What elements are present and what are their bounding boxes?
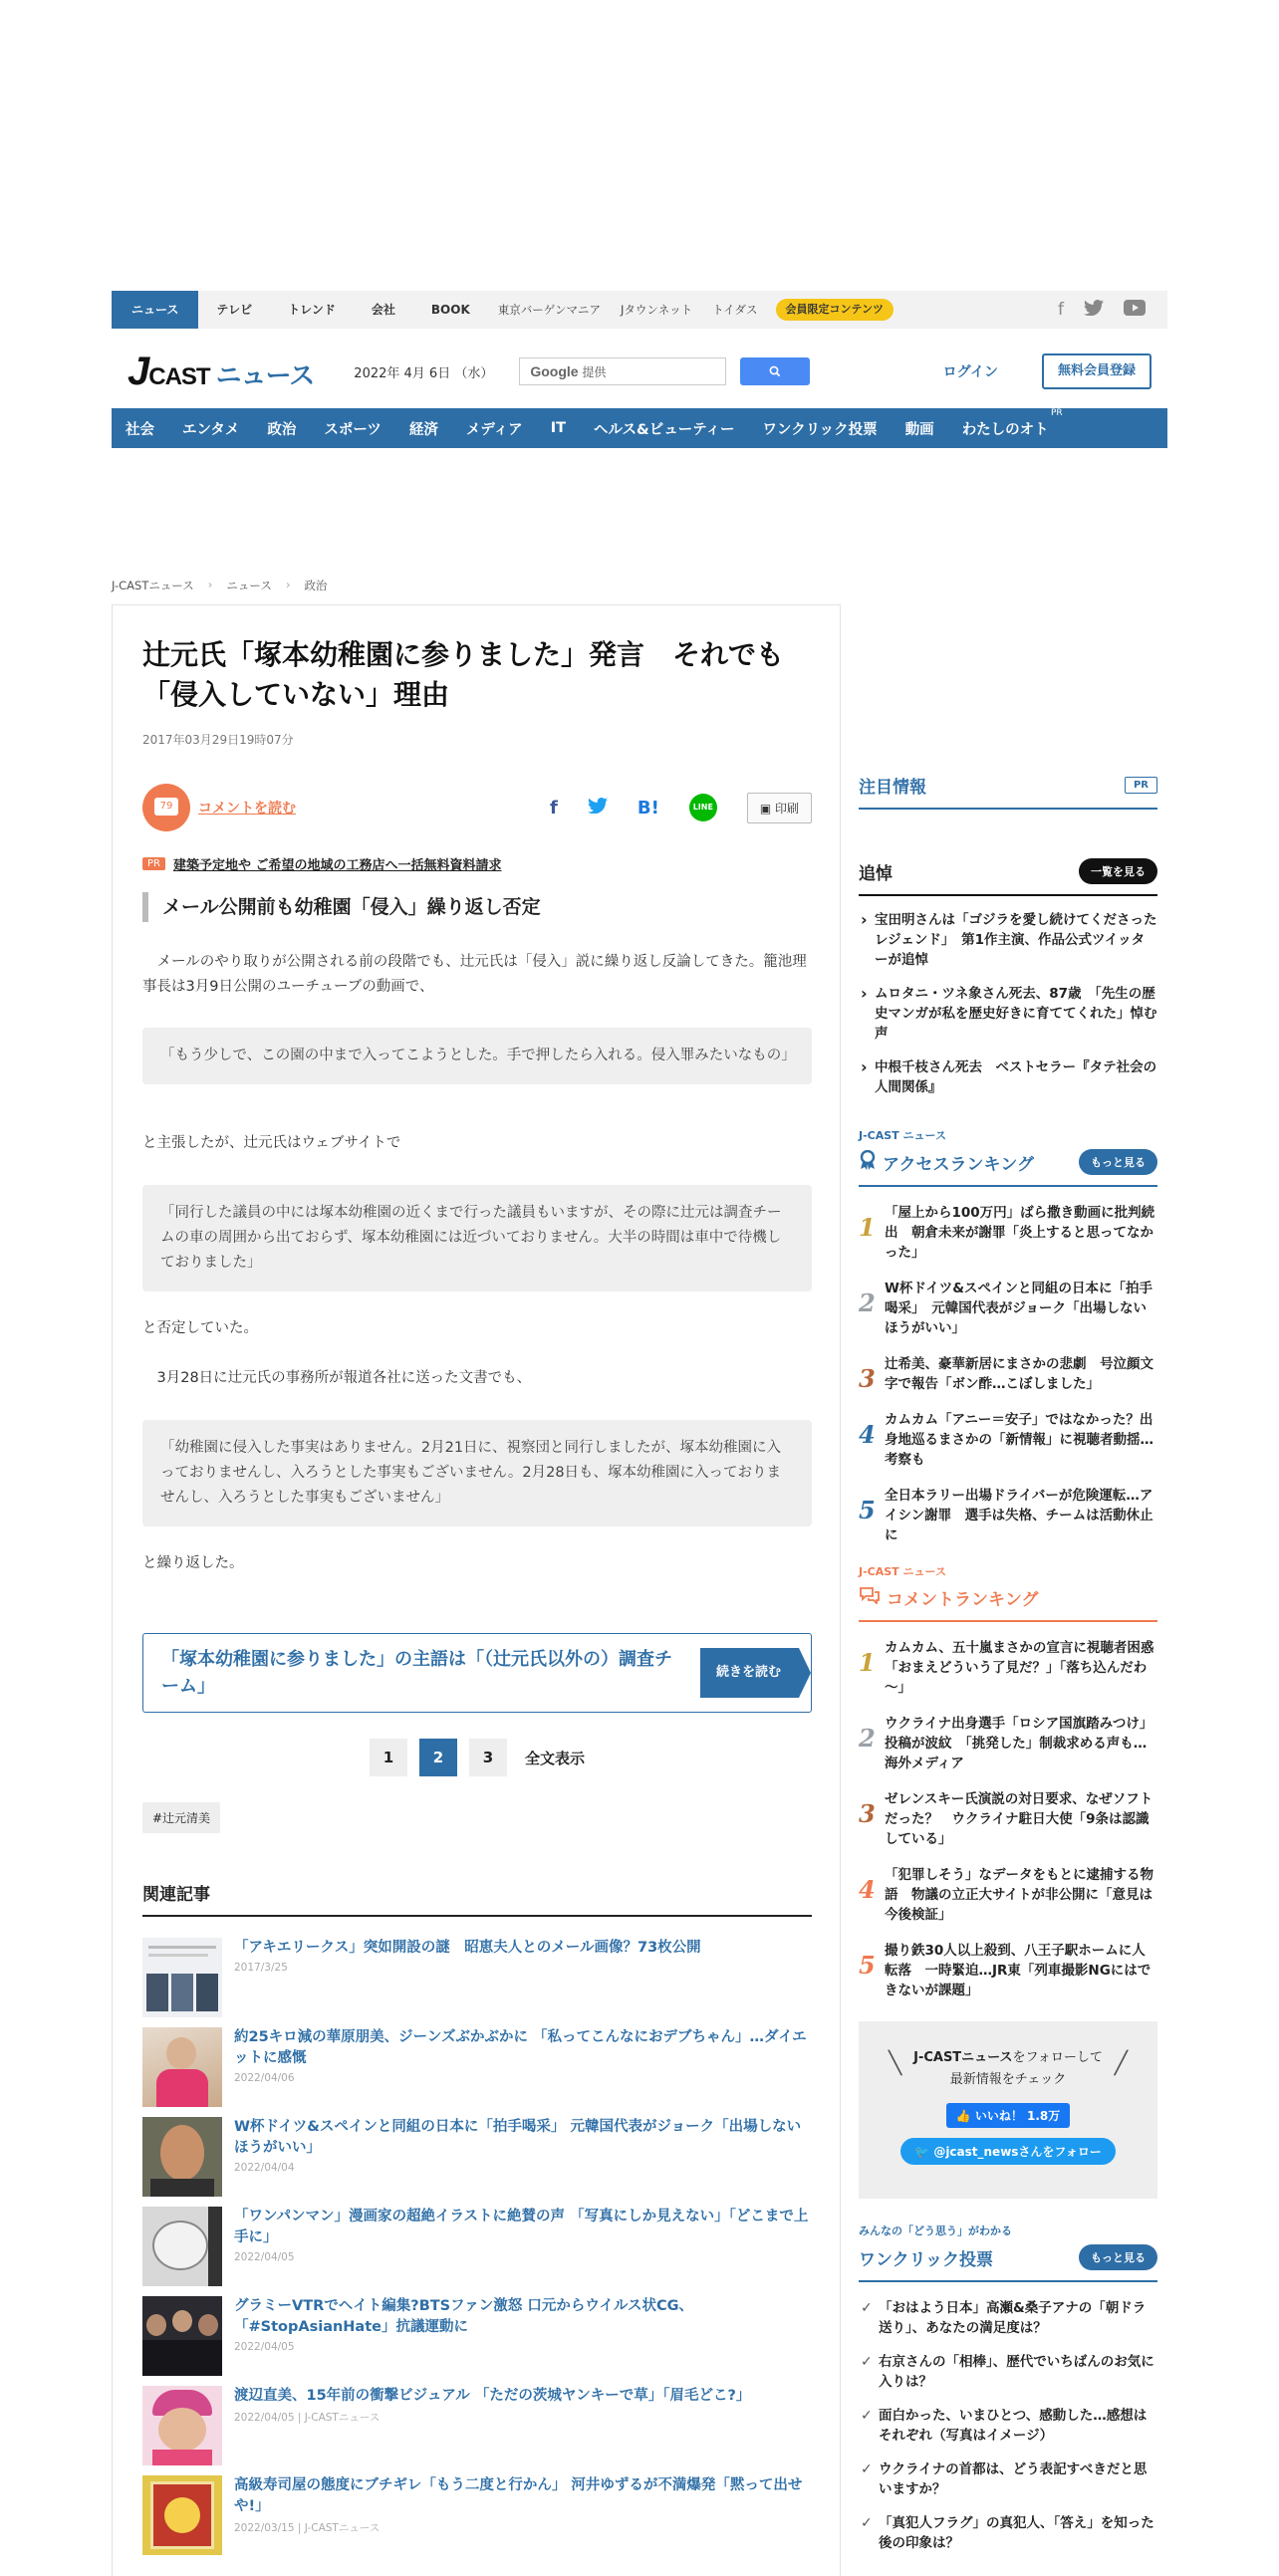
facebook-like-label: いいね！ 1.8万 bbox=[974, 2109, 1061, 2123]
breadcrumb-home[interactable]: J-CASTニュース bbox=[112, 579, 194, 592]
ranking-item[interactable] bbox=[859, 1714, 1157, 1773]
paragraph-4: 3月28日に辻元氏の事務所が報道各社に送った文書でも、 bbox=[142, 1370, 532, 1386]
ranking-title: 「犯罪しそう」なデータをもとに逮捕する物語 物議の立正大サイトが非公開に「意見は今後検証」 bbox=[885, 1867, 1153, 1923]
related-title: 高級寿司屋の態度にブチギレ「もう二度と行かん」 河井ゆずるが不満爆発「黙って出せや!」 bbox=[234, 2477, 803, 2514]
cat-video[interactable]: 動画 bbox=[904, 421, 934, 438]
top-nav bbox=[112, 291, 1167, 329]
ranking-item[interactable] bbox=[859, 1865, 1157, 1925]
article-date: 2017年03月29日19時07分 bbox=[142, 733, 294, 747]
speech-bubbles-icon bbox=[859, 1586, 881, 1609]
topnav-bargain[interactable]: 東京バーゲンマニア bbox=[497, 303, 602, 317]
cat-society[interactable]: 社会 bbox=[126, 421, 154, 438]
related-item[interactable] bbox=[142, 2475, 812, 2557]
pr-badge: PR bbox=[142, 857, 165, 870]
ranking-item[interactable] bbox=[859, 1410, 1157, 1470]
paragraph-2: と主張したが、辻元氏はウェブサイトで bbox=[142, 1135, 401, 1151]
ranking-item[interactable] bbox=[859, 1354, 1157, 1394]
related-date: 2022/04/05 | J-CASTニュース bbox=[234, 2412, 381, 2424]
breadcrumb bbox=[112, 578, 1167, 593]
vote-item[interactable]: ✓ 右京さんの「相棒」、歴代でいちばんのお気に入りは？ bbox=[859, 2352, 1157, 2392]
comment-ranking-section bbox=[859, 1563, 1167, 2016]
access-ranking-label: J-CAST ニュース bbox=[859, 1129, 946, 1142]
related-thumbnail bbox=[142, 2207, 222, 2286]
youtube-icon[interactable] bbox=[1124, 300, 1146, 321]
follow-line-2: 最新情報をチェック bbox=[949, 2072, 1067, 2087]
ranking-title: W杯ドイツ&スペインと同組の日本に「拍手喝采」 元韓国代表がジョーク「出場しないほうがいい」 bbox=[885, 1281, 1152, 1336]
pr-line bbox=[142, 854, 812, 873]
attention-section bbox=[859, 773, 1157, 810]
google-label: Google bbox=[530, 363, 579, 379]
comment-icon[interactable] bbox=[142, 784, 190, 831]
twitter-bird-icon: 🐦 bbox=[914, 2145, 930, 2159]
vote-item[interactable]: ✓ 「おはよう日本」高瀬&桑子アナの「朝ドラ送り」、あなたの満足度は？ bbox=[859, 2298, 1157, 2338]
comment-count: 79 bbox=[154, 798, 178, 816]
search-icon bbox=[769, 365, 781, 377]
obituary-heading: 追悼 bbox=[859, 863, 893, 884]
facebook-like-button[interactable] bbox=[946, 2103, 1071, 2128]
topnav-trend[interactable]: トレンド bbox=[288, 303, 336, 317]
topnav-news[interactable]: ニュース bbox=[112, 291, 198, 329]
obituary-item[interactable]: › 中根千枝さん死去 ベストセラー『タテ社会の人間関係』 bbox=[859, 1057, 1157, 1097]
ranking-title: ウクライナ出身選手「ロシア国旗踏みつけ」投稿が波紋 「挑発した」制裁求める声も…海外メディア bbox=[885, 1716, 1153, 1771]
logo-j: J bbox=[128, 349, 149, 393]
comment-ranking-heading: コメントランキング bbox=[887, 1590, 1039, 1610]
related-thumbnail bbox=[142, 2386, 222, 2465]
next-page-box[interactable] bbox=[142, 1633, 812, 1713]
facebook-icon[interactable]: f bbox=[1058, 300, 1064, 320]
ranking-title: 辻希美、豪華新居にまさかの悲劇 号泣顔文字で報告「ボン酢…こぼしました」 bbox=[885, 1356, 1153, 1392]
social-links bbox=[1058, 300, 1167, 321]
cat-sports[interactable]: スポーツ bbox=[324, 421, 382, 438]
vote-label: みんなの「どう思う」がわかる bbox=[859, 2225, 1012, 2237]
related-date: 2022/04/04 bbox=[234, 2162, 295, 2174]
related-date: 2022/04/06 bbox=[234, 2072, 295, 2084]
register-button[interactable]: 無料会員登録 bbox=[1042, 353, 1151, 389]
search-button[interactable] bbox=[740, 357, 810, 385]
vote-list bbox=[859, 2298, 1157, 2553]
related-thumbnail bbox=[142, 2475, 222, 2555]
cat-it[interactable]: IT bbox=[550, 420, 566, 436]
search-placeholder: 提供 bbox=[582, 365, 607, 379]
pr-link[interactable]: 建築予定地や ご希望の地域の工務店へ一括無料資料請求 bbox=[172, 858, 502, 873]
cat-watashino-label: わたしのオト bbox=[961, 421, 1049, 438]
article-subhead: メール公開前も幼稚園「侵入」繰り返し否定 bbox=[142, 892, 812, 922]
cat-economy[interactable]: 経済 bbox=[408, 421, 438, 438]
cat-watashino[interactable] bbox=[948, 407, 1063, 439]
related-date: 2022/03/15 | J-CASTニュース bbox=[234, 2522, 381, 2534]
rank-number: 1 bbox=[859, 1648, 876, 1677]
ranking-item[interactable] bbox=[859, 1941, 1157, 2000]
related-thumbnail bbox=[142, 1938, 222, 2017]
cat-politics[interactable]: 政治 bbox=[267, 421, 297, 438]
follow-box bbox=[859, 2021, 1157, 2199]
related-item[interactable] bbox=[142, 2296, 812, 2378]
ranking-item[interactable] bbox=[859, 1486, 1157, 1545]
related-title: 約25キロ減の華原朋美、ジーンズぶかぶかに 「私ってこんなにおデブちゃん」…ダイエットに感慨 bbox=[234, 2029, 807, 2066]
rank-number: 4 bbox=[859, 1420, 876, 1449]
rank-number: 2 bbox=[859, 1724, 876, 1753]
logo-news: ニュース bbox=[215, 359, 315, 390]
cat-health[interactable]: ヘルス&ビューティー bbox=[593, 421, 735, 438]
related-date: 2022/04/05 bbox=[234, 2341, 295, 2353]
attention-heading: 注目情報 bbox=[859, 778, 926, 798]
rank-number: 2 bbox=[859, 1288, 876, 1317]
print-label: 印刷 bbox=[774, 801, 799, 816]
paragraph-3: と否定していた。 bbox=[142, 1320, 258, 1336]
access-ranking-more-button[interactable]: もっと見る bbox=[1079, 1149, 1157, 1175]
article-tag[interactable]: #辻元清美 bbox=[142, 1802, 220, 1833]
related-item[interactable] bbox=[142, 2117, 812, 2199]
login-link[interactable]: ログイン bbox=[942, 364, 998, 380]
related-date: 2022/04/05 bbox=[234, 2251, 295, 2263]
read-more-button[interactable]: 続きを読む bbox=[700, 1648, 799, 1698]
cat-media[interactable]: メディア bbox=[465, 421, 523, 438]
current-date: 2022年 4月 6日 （水） bbox=[354, 365, 494, 381]
breadcrumb-separator: › bbox=[207, 578, 213, 591]
page-2[interactable]: 2 bbox=[419, 1739, 457, 1776]
cat-pr-badge: PR bbox=[1051, 407, 1063, 418]
ranking-item[interactable] bbox=[859, 1638, 1167, 1698]
vote-more-button[interactable]: もっと見る bbox=[1079, 2244, 1157, 2270]
printer-icon: ▣ bbox=[759, 801, 772, 816]
rank-number: 3 bbox=[859, 1799, 876, 1828]
print-button[interactable] bbox=[747, 793, 812, 823]
breadcrumb-separator: › bbox=[285, 578, 291, 591]
topnav-jtown[interactable]: Jタウンネット bbox=[621, 303, 693, 317]
ranking-title: 撮り鉄30人以上殺到、八王子駅ホームに人転落 一時緊迫…JR東「列車撮影NGにはできないが課題」 bbox=[885, 1943, 1151, 1998]
rank-number: 5 bbox=[859, 1496, 876, 1524]
award-icon bbox=[859, 1150, 877, 1175]
follow-text: ╲ ╱ J-CASTニュースをフォローして 最新情報をチェック bbox=[859, 2021, 1157, 2091]
ranking-item[interactable] bbox=[859, 1789, 1157, 1849]
related-item[interactable] bbox=[142, 2027, 812, 2109]
related-title: 「ワンパンマン」漫画家の超絶イラストに絶賛の声 「写真にしか見えない」「どこまで上手に」 bbox=[234, 2209, 809, 2245]
vote-item[interactable]: ✓ 「真犯人フラグ」の真犯人、「答え」を知った後の印象は？ bbox=[859, 2513, 1157, 2553]
twitter-follow-label: @jcast_newsさんをフォロー bbox=[933, 2145, 1102, 2159]
cat-entertainment[interactable]: エンタメ bbox=[182, 421, 240, 438]
obituary-item[interactable]: › ムロタニ・ツネ象さん死去、87歳 「先生の歴史マンガが私を歴史好きに育ててくれた」悼む声 bbox=[859, 984, 1157, 1044]
related-item[interactable] bbox=[142, 1938, 812, 2019]
access-ranking-section bbox=[859, 1127, 1157, 1561]
ranking-title: カムカム「アニー＝安子」ではなかった？出身地巡るまさかの「新情報」に視聴者動揺…考察も bbox=[885, 1412, 1153, 1468]
pagination bbox=[142, 1739, 812, 1776]
rank-number: 5 bbox=[859, 1951, 876, 1980]
related-item[interactable] bbox=[142, 2207, 812, 2288]
quote-2: 「同行した議員の中には塚本幼稚園の近くまで行った議員もいますが、その際に辻元は調査チームの車の周囲から出ておらず、塚本幼稚園には近づいておりません。大半の時間は車中で待機しておりました」 bbox=[142, 1185, 812, 1291]
related-thumbnail bbox=[142, 2296, 222, 2376]
related-item[interactable] bbox=[142, 2386, 812, 2467]
ranking-title: 全日本ラリー出場ドライバーが危険運転…アイシン謝罪 選手は失格、チームは活動休止に bbox=[885, 1488, 1153, 1543]
paragraph-5: と繰り返した。 bbox=[142, 1555, 244, 1571]
page-3[interactable]: 3 bbox=[469, 1739, 507, 1776]
rank-number: 3 bbox=[859, 1364, 876, 1393]
related-title: 渡辺直美、15年前の衝撃ビジュアル 「ただの茨城ヤンキーで草」「眉毛どこ?」 bbox=[234, 2388, 751, 2404]
ranking-item[interactable] bbox=[859, 1279, 1157, 1338]
category-nav bbox=[112, 408, 1167, 448]
article-title: 辻元氏「塚本幼稚園に参りました」発言 それでも「侵入していない」理由 bbox=[142, 638, 785, 711]
quote-3: 「幼稚園に侵入した事実はありません。2月21日に、視察団と同行しましたが、塚本幼稚園に入っておりませんし、入ろうとした事実もございません。2月28日も、塚本幼稚園に入っておりませんし、入ろうとした事実もございません」 bbox=[142, 1420, 812, 1526]
site-header bbox=[112, 337, 1167, 406]
follow-line-1: をフォローして bbox=[1012, 2050, 1103, 2065]
topnav-tv[interactable]: テレビ bbox=[216, 303, 253, 317]
rank-number: 4 bbox=[859, 1875, 876, 1904]
breadcrumb-politics[interactable]: 政治 bbox=[304, 579, 328, 592]
attention-pr-badge: PR bbox=[1125, 777, 1157, 794]
related-title: W杯ドイツ&スペインと同組の日本に「拍手喝采」 元韓国代表がジョーク「出場しないほうがいい」 bbox=[234, 2119, 802, 2156]
related-title: グラミーVTRでヘイト編集?BTSファン激怒 口元からウイルス状CG、「#StopAsianHate」抗議運動に bbox=[234, 2298, 694, 2335]
topnav-company[interactable]: 会社 bbox=[371, 303, 395, 317]
comment-ranking-label: J-CAST ニュース bbox=[859, 1565, 946, 1578]
follow-brand: J-CASTニュース bbox=[913, 2050, 1013, 2065]
vote-item[interactable]: ✓ 面白かった、いまひとつ、感動した…感想はそれぞれ（写真はイメージ） bbox=[859, 2406, 1157, 2446]
obituary-section bbox=[859, 858, 1157, 1111]
obituary-list bbox=[859, 910, 1157, 1097]
related-thumbnail bbox=[142, 2117, 222, 2197]
rank-number: 1 bbox=[859, 1213, 876, 1242]
access-ranking-list bbox=[859, 1203, 1157, 1545]
vote-heading: ワンクリック投票 bbox=[859, 2249, 993, 2270]
line-share-icon[interactable]: LINE bbox=[689, 794, 717, 821]
related-title: 「アキエリークス」突如開設の謎 昭恵夫人とのメール画像？73枚公開 bbox=[234, 1940, 701, 1956]
related-date: 2017/3/25 bbox=[234, 1962, 288, 1974]
cat-vote[interactable]: ワンクリック投票 bbox=[762, 421, 878, 438]
related-heading: 関連記事 bbox=[142, 1880, 812, 1917]
vote-item[interactable]: ✓ ウクライナの首都は、どう表記すべきだと思いますか？ bbox=[859, 2459, 1157, 2499]
obituary-item[interactable]: › 宝田明さんは「ゴジラを愛し続けてくださったレジェンド」 第1作主演、作品公式ツイッターが追悼 bbox=[859, 910, 1157, 970]
access-ranking-heading: アクセスランキング bbox=[883, 1154, 1034, 1175]
related-thumbnail bbox=[142, 2027, 222, 2107]
paragraph-1: メールのやり取りが公開される前の段階でも、辻元氏は「侵入」説に繰り返し反論してきた。籠池理事長は3月9日公開のユーチューブの動画で、 bbox=[142, 954, 807, 995]
twitter-follow-button[interactable] bbox=[900, 2138, 1116, 2165]
twitter-share-icon[interactable] bbox=[588, 798, 608, 819]
topnav-toidas[interactable]: トイダス bbox=[712, 303, 758, 317]
article bbox=[112, 604, 841, 2576]
next-page-title: 「塚本幼稚園に参りました」の主語は「（辻元氏以外の）調査チーム」 bbox=[161, 1649, 672, 1697]
ranking-title: カムカム、五十嵐まさかの宣言に視聴者困惑 「おまえどういう了見だ？」「落ち込んだわ～」 bbox=[885, 1640, 1167, 1696]
topnav-book[interactable]: BOOK bbox=[430, 303, 470, 317]
read-comments-link[interactable]: コメントを読む bbox=[198, 801, 296, 817]
page-1[interactable]: 1 bbox=[370, 1739, 407, 1776]
facebook-share-icon[interactable]: f bbox=[550, 797, 558, 819]
twitter-icon[interactable] bbox=[1084, 300, 1104, 321]
quote-1: 「もう少しで、この園の中まで入ってこようとした。手で押したら入れる。侵入罪みたいなもの」 bbox=[142, 1028, 812, 1084]
site-logo[interactable] bbox=[112, 350, 314, 394]
thumbs-up-icon: 👍 bbox=[955, 2109, 971, 2123]
vote-section bbox=[859, 2223, 1157, 2567]
premium-content-link[interactable]: 会員限定コンテンツ bbox=[776, 299, 894, 321]
hatena-bookmark-icon[interactable]: B! bbox=[637, 797, 659, 819]
ranking-title: ゼレンスキー氏演説の対日要求、なぜソフトだった？ ウクライナ駐日大使「9条は認識している」 bbox=[885, 1791, 1153, 1847]
comment-ranking-list bbox=[859, 1638, 1167, 2000]
share-bar bbox=[142, 783, 812, 832]
logo-cast: CAST bbox=[148, 362, 210, 390]
obituary-list-button[interactable]: 一覧を見る bbox=[1079, 858, 1157, 884]
full-text-link[interactable]: 全文表示 bbox=[524, 1749, 585, 1767]
search-input[interactable] bbox=[519, 357, 726, 385]
ranking-title: 「屋上から100万円」ばら撒き動画に批判続出 朝倉未来が謝罪「炎上すると思ってなかった」 bbox=[885, 1205, 1155, 1261]
ranking-item[interactable] bbox=[859, 1203, 1157, 1263]
breadcrumb-news[interactable]: ニュース bbox=[226, 579, 272, 592]
